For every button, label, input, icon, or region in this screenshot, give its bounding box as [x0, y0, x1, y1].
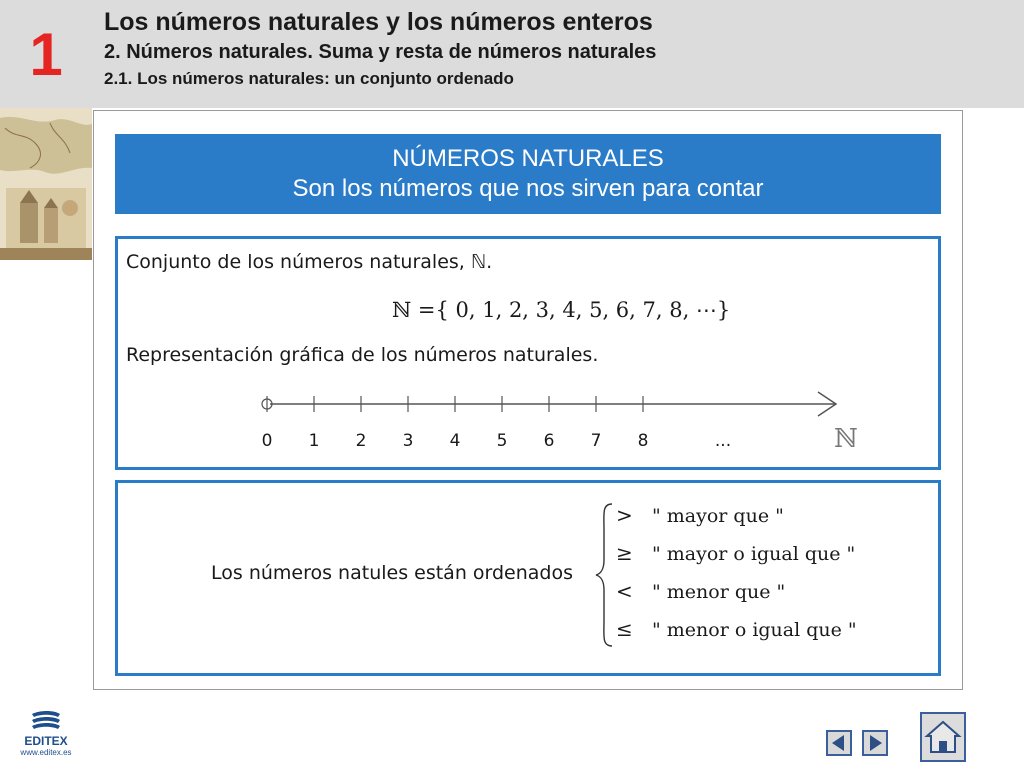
previous-button[interactable] [826, 730, 852, 756]
chapter-number: 1 [29, 20, 63, 88]
editex-logo-icon [28, 710, 64, 730]
relation-less-equal [616, 617, 857, 641]
relation-less [616, 579, 785, 603]
tick-label-7: 7 [590, 431, 602, 451]
banner-definition: Son los números que nos sirven para contar [292, 175, 764, 202]
banner-title: NÚMEROS NATURALES [392, 145, 664, 172]
arrow-left-icon [828, 732, 850, 754]
home-button[interactable] [920, 712, 966, 762]
tick-label-8: 8 [637, 431, 649, 451]
number-line-set-label: ℕ [834, 424, 858, 454]
arrow-right-icon [864, 732, 886, 754]
tick-label-3: 3 [402, 431, 414, 451]
number-line [250, 386, 850, 426]
set-intro-text: Conjunto de los números naturales, ℕ. [126, 251, 493, 273]
editex-logo-text: EDITEX [24, 734, 68, 748]
relation-greater [616, 503, 784, 527]
historic-map-image [0, 108, 92, 260]
tick-label-5: 5 [496, 431, 508, 451]
greater-equal-symbol: ≥ [616, 541, 633, 565]
relation-text: " mayor o igual que " [652, 543, 856, 565]
set-elements: ={ 0, 1, 2, 3, 4, 5, 6, 7, 8, ⋯} [417, 298, 731, 322]
brace-icon [594, 500, 614, 650]
editex-logo [18, 710, 74, 758]
tick-label-6: 6 [543, 431, 555, 451]
header-titles [104, 6, 656, 92]
section-title: 2.1. Los números naturales: un conjunto ordenado [104, 69, 514, 88]
less-equal-symbol: ≤ [616, 617, 633, 641]
editex-url: www.editex.es [20, 748, 72, 757]
page-title: Los números naturales y los números enteros [104, 8, 653, 36]
greater-than-symbol: > [616, 503, 633, 527]
set-symbol: ℕ [392, 298, 412, 322]
set-equation [392, 298, 730, 322]
home-icon [922, 714, 964, 760]
tick-label-0: 0 [261, 431, 273, 451]
tick-label-ellipsis: ... [714, 431, 732, 451]
order-lead-text: Los números natules están ordenados [211, 562, 574, 584]
tick-label-1: 1 [308, 431, 320, 451]
next-button[interactable] [862, 730, 888, 756]
representation-text: Representación gráfica de los números naturales. [126, 344, 599, 366]
tick-label-2: 2 [355, 431, 367, 451]
relation-text: " menor o igual que " [652, 619, 857, 641]
relation-text: " mayor que " [652, 505, 784, 527]
less-than-symbol: < [616, 579, 633, 603]
relation-text: " menor que " [652, 581, 786, 603]
header-bar [0, 0, 1024, 108]
page-subtitle: 2. Números naturales. Suma y resta de números naturales [104, 41, 657, 63]
tick-label-4: 4 [449, 431, 461, 451]
relation-greater-equal [616, 541, 855, 565]
definition-banner [115, 134, 941, 214]
